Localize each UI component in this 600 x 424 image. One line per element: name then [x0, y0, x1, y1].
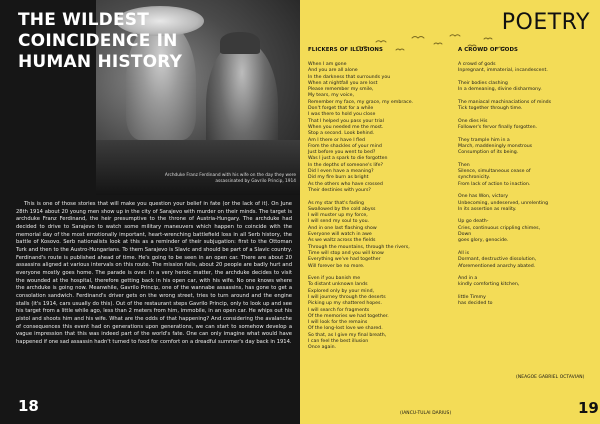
- poem-line: Of the memories we had together.: [308, 313, 389, 319]
- photo-figure-helmet: [220, 32, 260, 54]
- poem-line: When you needed me the most.: [308, 124, 384, 130]
- poem-line: My tears, my voice,: [308, 93, 354, 99]
- page-number-right: 19: [578, 399, 599, 417]
- poem-line: And in a: [458, 276, 478, 282]
- poem-line: As my star that's fading: [308, 200, 365, 206]
- poem-line: Silence, simultaneous cease of: [458, 169, 531, 175]
- poem-line: When I am gone: [308, 62, 347, 67]
- poem-line: Through the mountains, through the rivers,: [308, 244, 410, 250]
- poem-line: Once again.: [308, 345, 337, 351]
- poem-line: Aforementioned anarchy abated.: [458, 263, 536, 269]
- poem-stanza: [458, 100, 593, 113]
- poem-line: Am I there or have I fled: [308, 137, 365, 143]
- poem-line: In the darkness that surrounds you: [308, 74, 391, 80]
- poem-line: I will look for the remains: [308, 320, 368, 326]
- poem-line: I will send my soul to you.: [308, 219, 370, 225]
- poem-line: The maniacal machinaciations of minds: [458, 99, 552, 105]
- poem-stanza: [308, 276, 443, 352]
- poem-line: Up go death-: [458, 219, 489, 225]
- poem-line: synchronicity.: [458, 175, 491, 181]
- page-number-left: 18: [18, 397, 39, 415]
- poem-stanza: [308, 201, 443, 270]
- poem-line: little Timmy: [458, 294, 486, 300]
- poem-line: Time will stop and you will know: [308, 250, 384, 256]
- poem-line: I will muster up my force,: [308, 213, 368, 219]
- poem-line: Consumption of its being.: [458, 150, 519, 156]
- poem-body-flickers: [308, 62, 443, 358]
- poem-line: One dies His: [458, 118, 488, 124]
- poem-line: Did I even have a meaning?: [308, 169, 374, 175]
- poem-line: I was there to hold you close: [308, 112, 376, 118]
- poem-line: Remember my face, my grace, my embrace.: [308, 99, 414, 105]
- poem-line: I can feel the best illusion: [308, 339, 369, 345]
- poem-line: Down: [458, 232, 472, 238]
- poem-line: In the depths of someone's life?: [308, 162, 383, 168]
- poem-line: To distant unknown lands: [308, 282, 368, 288]
- poem-line: And in one last flashing show: [308, 225, 377, 231]
- poem-line: has decided to: [458, 301, 493, 307]
- poem-line: Their destinies with yours?: [308, 187, 371, 193]
- poetry-heading: POETRY: [501, 10, 590, 35]
- photo-carriage: [96, 140, 300, 195]
- poem-line: I will journey through the deserts: [308, 294, 386, 300]
- poem-line: That I helped you pass your trial: [308, 118, 384, 124]
- poem-line: Even if you banish me: [308, 276, 361, 282]
- poem-line: Dormant, destructive dissolution,: [458, 257, 537, 263]
- poem-line: goes glory, genocide.: [458, 238, 509, 244]
- poem-line: Just before you went to bed?: [308, 150, 376, 156]
- poem-stanza: [458, 119, 593, 132]
- poem-line: A crowd of gods: [458, 62, 496, 67]
- poem-line: Was I just a spark to die forgotten: [308, 156, 388, 162]
- poem-line: Will forever be no more.: [308, 263, 365, 269]
- poem-line: In its assertion as reality.: [458, 206, 517, 212]
- poem-line: And you are all alone: [308, 68, 358, 74]
- poem-line: So that, as I give my final breath,: [308, 332, 387, 338]
- poem-stanza: [308, 62, 443, 194]
- poem-line: From the shackles of your mind: [308, 143, 382, 149]
- poem-stanza: [458, 81, 593, 94]
- poem-line: As we waltz across the fields: [308, 238, 376, 244]
- poem-stanza: [458, 138, 593, 157]
- poem-line: They trample him in a: [458, 137, 510, 143]
- poem-line: From lack of action to inaction.: [458, 181, 531, 187]
- poem-line: Inpregnant, immaterial, incandescent.: [458, 68, 548, 74]
- photo-caption: Archduke Franz Ferdinand with his wife on the day they were assassinated by Gavrilo Princip, 1914: [164, 173, 296, 184]
- poem-line: One has Won, victory: [458, 194, 509, 200]
- poem-author-flickers: (IANCU-TULAI DARIUS): [400, 411, 452, 416]
- poem-line: Unbecoming, undeserved, unrelenting: [458, 200, 549, 206]
- poem-line: As the others who have crossed: [308, 181, 383, 187]
- right-page: [300, 0, 600, 424]
- poem-line: I will search for fragments: [308, 307, 370, 313]
- poem-line: Of the long-lost love we shared.: [308, 326, 383, 332]
- poem-line: Did my fire burn as bright: [308, 175, 369, 181]
- poem-line: Cries, continuous crippling chimes,: [458, 225, 541, 231]
- poem-title-crowd-of-gods: A CROWD OF GODS: [458, 47, 519, 53]
- poem-line: Stop a second. Look behind.: [308, 131, 375, 137]
- poem-stanza: [458, 62, 593, 75]
- poem-line: Don't forget that for a while: [308, 106, 374, 112]
- poem-line: In a demeaning, divine disharmony.: [458, 87, 542, 93]
- poem-line: Follower's fervor finally forgotten.: [458, 124, 538, 130]
- poem-line: When at nightfall you are lost: [308, 80, 378, 86]
- poem-line: Then: [458, 162, 470, 168]
- poem-stanza: [458, 194, 593, 213]
- poem-line: March, maddeningly monstrous: [458, 143, 533, 149]
- poem-stanza: [458, 219, 593, 244]
- poem-line: Swallowed by the cold abyss: [308, 206, 376, 212]
- poem-line: Everything we've had together: [308, 257, 381, 263]
- poem-stanza: [458, 276, 593, 289]
- poem-line: Picking up my shattered hopes.: [308, 301, 382, 307]
- poem-stanza: [458, 163, 593, 188]
- poem-author-crowd-of-gods: (NEAGOE GABRIEL OCTAVIAN): [516, 375, 585, 380]
- poem-stanza: [458, 251, 593, 270]
- poem-line: kindly comforting kitchen,: [458, 282, 520, 288]
- poem-line: Explored only by your mind,: [308, 288, 375, 294]
- poem-title-flickers: FLICKERS OF ILLUSIONS: [308, 47, 384, 53]
- article-body: This is one of those stories that will make you question your belief in fate (or the lack of it). On June 28th 1914 about 20 young men show up in the city of Sarajevo with murder on their minds. The target is archduke Franz Ferdinand, the heir presumptive to the throne of Austria-Hungary. The archduke had decided to drive to Sarajevo to watch some military maneuvers which happen to coincide with the memorial day of the most emotionally important, heart-wrenching battlefield loss in all Serb history, the battle of Kosovo. Serb nationalists look at this as a reminder of their subjugation: first to the Ottoman Turk and then to the Austro-Hungarians. To them Sarajevo is Slavic and should be part of a Slavic country. Ferdinand's route is published ahead of time. He's going to be seen in an open car. There are about 20 assassins aligned at various intervals on this route. The mission fails, about 20 people are badly hurt and everyone mostly goes home. The parade is over. In a very heroic matter, the archduke decides to visit the wounded at the hospital, therefore getting back in his open car, with his wife. No one knows where the archduke is going now. Meanwhile, Gavrilo Princip, one of the wannabe assassins, has gone to get a consolation sandwich. Ferdinand's driver gets on the wrong street, tries to turn around and the engine stalls (it's 1914, cars usually do this). Out of the restaurant steps Gavrilo Princip, only to look up and see his target from a little while ago, less than 2 meters from him, immobile, in an open car. He whips out his pistol and shoots him and his wife. What are the odds of that happening? And considering the avalanche of consequences this event had on generations upon generations, we can start to somehow develop a vague impression that this was indeed part of the world's fate. One can only imagine what would have happened if one sad assassin hadn't turned to food for comfort on a dreadful summer's day back in 1914.: [16, 201, 292, 345]
- poem-line: All is: [458, 250, 470, 256]
- poem-line: Everyone will watch in awe: [308, 232, 372, 238]
- poem-stanza: [458, 295, 593, 308]
- article-title: THE WILDEST COINCIDENCE IN HUMAN HISTORY: [18, 10, 183, 72]
- poem-line: Please remember my smile,: [308, 87, 374, 93]
- poem-line: Tick together through time.: [458, 106, 523, 112]
- poem-line: Their bodies clashing: [458, 80, 508, 86]
- poem-body-crowd-of-gods: [458, 62, 593, 314]
